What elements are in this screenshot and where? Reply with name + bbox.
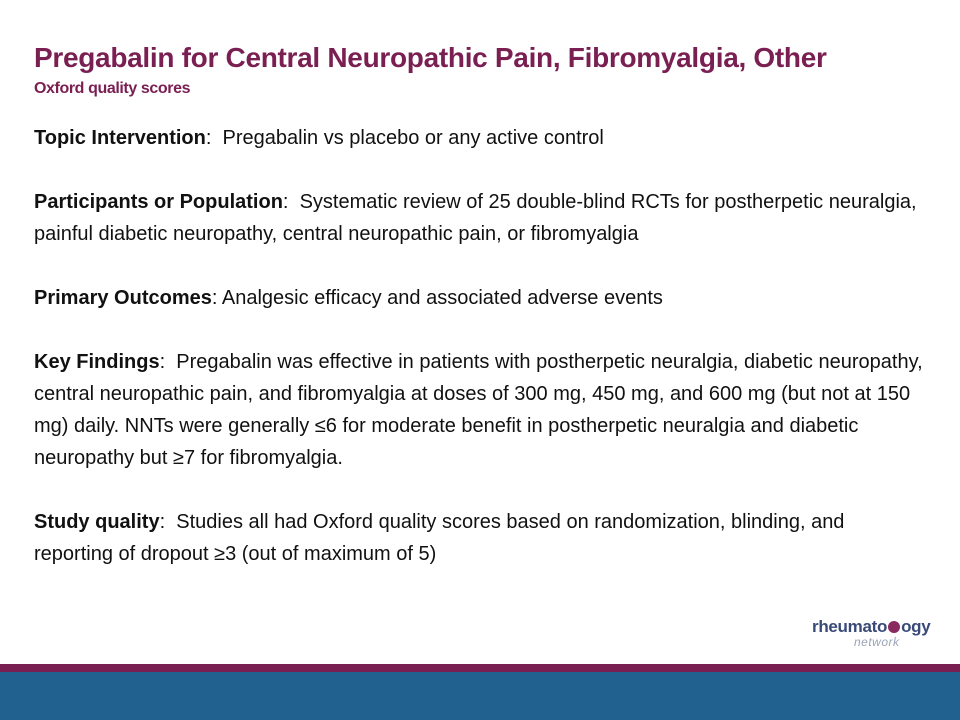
slide-body [34, 122, 924, 570]
rheumatology-network-logo [812, 617, 932, 653]
section-text: Studies all had Oxford quality scores based on randomization, blinding, and reporting of dropout ≥3 (out of maximum of 5) [34, 511, 845, 565]
section-label: Key Findings [34, 351, 160, 373]
logo-subtext: network [854, 635, 900, 649]
logo-wordmark [812, 617, 932, 637]
logo-text-part1: rheumato [812, 617, 888, 636]
section-primary-outcomes: Primary Outcomes: Analgesic efficacy and associated adverse events [34, 287, 663, 309]
slide-title: Pregabalin for Central Neuropathic Pain, Fibromyalgia, Other [34, 42, 827, 73]
section-label: Participants or Population [34, 191, 283, 213]
section-text: Pregabalin vs placebo or any active control [222, 127, 604, 149]
slide-subtitle: Oxford quality scores [34, 80, 191, 97]
section-topic-intervention: Topic Intervention: Pregabalin vs placebo or any active control [34, 127, 604, 149]
section-study-quality: Study quality: Studies all had Oxford quality scores based on randomization, blinding, and reporting of dropout ≥3 (out of maximum of 5) [34, 511, 845, 565]
section-text: Pregabalin was effective in patients with postherpetic neuralgia, diabetic neuropathy, central neuropathic pain, and fibromyalgia at doses of 300 mg, 450 mg, and 600 mg (but not at 150 mg) daily. NNTs were generally ≤6 for moderate benefit in postherpetic neuralgia and diabetic neuropathy but ≥7 for fibromyalgia. [34, 351, 923, 469]
section-label: Primary Outcomes [34, 287, 212, 309]
section-text: Analgesic efficacy and associated adverse events [221, 287, 663, 309]
section-label: Study quality [34, 511, 160, 533]
logo-text-part2: ogy [901, 617, 931, 636]
footer-accent-bar [0, 664, 960, 672]
logo-dot-icon [888, 621, 900, 633]
section-participants: Participants or Population: Systematic review of 25 double-blind RCTs for postherpetic neuralgia, painful diabetic neuropathy, central neuropathic pain, or fibromyalgia [34, 191, 917, 245]
footer-bar [0, 672, 960, 720]
section-label: Topic Intervention [34, 127, 206, 149]
section-text: Systematic review of 25 double-blind RCTs for postherpetic neuralgia, painful diabetic neuropathy, central neuropathic pain, or fibromyalgia [34, 191, 917, 245]
section-key-findings: Key Findings: Pregabalin was effective in patients with postherpetic neuralgia, diabetic neuropathy, central neuropathic pain, and fibromyalgia at doses of 300 mg, 450 mg, and 600 mg (but not at 150 mg) daily. NNTs were generally ≤6 for moderate benefit in postherpetic neuralgia and diabetic neuropathy but ≥7 for fibromyalgia. [34, 351, 923, 469]
